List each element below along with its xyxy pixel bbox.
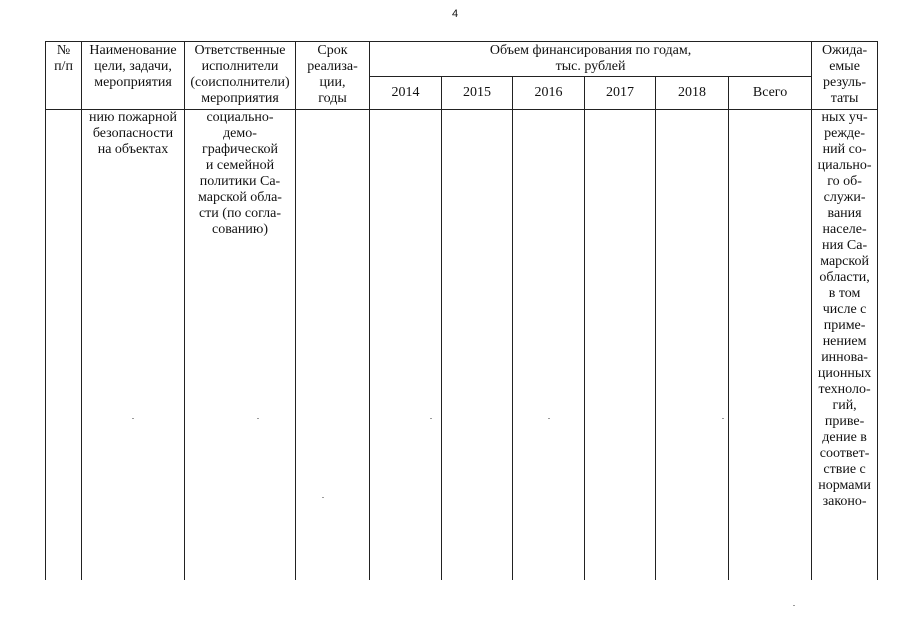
header-year-2015: 2015 <box>442 77 513 110</box>
scan-speck <box>548 418 550 419</box>
scan-speck <box>722 418 724 419</box>
cell-2015 <box>442 110 513 581</box>
header-number: № п/п <box>46 42 82 110</box>
header-funding: Объем финансирования по годам, тыс. рублей <box>370 42 812 77</box>
scan-speck <box>793 605 795 606</box>
header-executors: Ответственные исполнители (соисполнители) мероприятия <box>185 42 296 110</box>
header-name: Наименование цели, задачи, мероприятия <box>82 42 185 110</box>
cell-name: нию пожарной безопасности на объектах <box>82 110 185 581</box>
cell-2014 <box>370 110 442 581</box>
header-year-2018: 2018 <box>656 77 729 110</box>
header-year-2014: 2014 <box>370 77 442 110</box>
cell-total <box>729 110 812 581</box>
cell-term <box>296 110 370 581</box>
table-row <box>46 110 878 581</box>
scan-speck <box>430 418 432 419</box>
header-year-2017: 2017 <box>585 77 656 110</box>
scan-speck <box>257 418 259 419</box>
header-results: Ожида- емые резуль- таты <box>812 42 878 110</box>
page-number: 4 <box>451 8 459 20</box>
cell-results: ных уч- режде- ний со- циально- го об- служи- вания населе- ния Са- марской области, в том числе с приме- нением иннова- ционных техноло- гий, приве- дение в соответ- ствие с нормами законо- <box>812 110 878 581</box>
cell-executors: социально- демо- графической и семейной политики Са- марской обла- сти (по согла- сованию) <box>185 110 296 581</box>
cell-2018 <box>656 110 729 581</box>
header-term: Срок реализа- ции, годы <box>296 42 370 110</box>
scan-speck <box>132 418 134 419</box>
cell-number <box>46 110 82 581</box>
header-year-2016: 2016 <box>513 77 585 110</box>
cell-2017 <box>585 110 656 581</box>
cell-2016 <box>513 110 585 581</box>
financing-table <box>45 41 878 580</box>
scan-speck <box>322 497 324 498</box>
header-total: Всего <box>729 77 812 110</box>
